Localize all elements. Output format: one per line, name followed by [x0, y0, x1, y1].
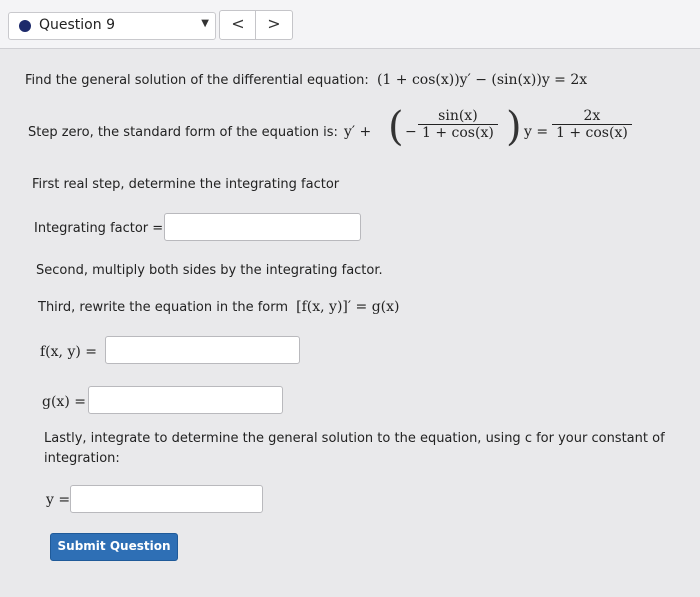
- step-zero-lhs: y′ +: [344, 124, 372, 140]
- g-label: g(x) =: [42, 394, 86, 410]
- final-step-line2: integration:: [44, 451, 120, 466]
- final-step-line1: Lastly, integrate to determine the general solution to the equation, using c for your constant of: [44, 431, 665, 446]
- step-two-text: Second, multiply both sides by the integrating factor.: [36, 263, 383, 278]
- fraction-denominator: 1 + cos(x): [552, 124, 632, 141]
- step-zero-y-equals: y =: [524, 124, 549, 140]
- next-question-button[interactable]: >: [255, 10, 293, 40]
- previous-question-button[interactable]: <: [219, 10, 257, 40]
- fraction-denominator: 1 + cos(x): [418, 124, 498, 141]
- g-input[interactable]: [88, 386, 283, 414]
- step-one-text: First real step, determine the integrating factor: [32, 177, 340, 192]
- problem-statement: [25, 72, 587, 88]
- y-label: y =: [46, 492, 71, 508]
- integrating-factor-label: Integrating factor =: [34, 221, 164, 236]
- step-three-text: [38, 299, 399, 315]
- step-zero-label: Step zero, the standard form of the equation is:: [28, 125, 338, 140]
- left-paren: (: [388, 104, 404, 150]
- f-label: f(x, y) =: [40, 344, 97, 360]
- minus-sign: −: [405, 124, 417, 140]
- integrating-factor-input[interactable]: [164, 213, 361, 241]
- step-three-label: Third, rewrite the equation in the form: [38, 300, 289, 315]
- submit-question-button[interactable]: Submit Question: [50, 533, 178, 561]
- problem-equation: (1 + cos(x))y′ − (sin(x))y = 2x: [376, 72, 588, 88]
- status-dot-icon: [19, 20, 31, 32]
- fraction-2x-over-cos: [552, 108, 632, 141]
- fraction-numerator: sin(x): [438, 108, 478, 124]
- caret-down-icon: ▼: [201, 18, 209, 29]
- f-input[interactable]: [105, 336, 300, 364]
- fraction-sin-over-cos: [418, 108, 498, 141]
- y-input[interactable]: [70, 485, 263, 513]
- step-three-form: [f(x, y)]′ = g(x): [296, 299, 400, 315]
- question-select[interactable]: [8, 12, 216, 40]
- right-paren: ): [506, 104, 522, 150]
- question-label: Question 9: [39, 17, 115, 33]
- question-nav-bar: [0, 0, 700, 49]
- fraction-numerator: 2x: [583, 108, 601, 124]
- problem-text: Find the general solution of the differential equation:: [25, 73, 369, 88]
